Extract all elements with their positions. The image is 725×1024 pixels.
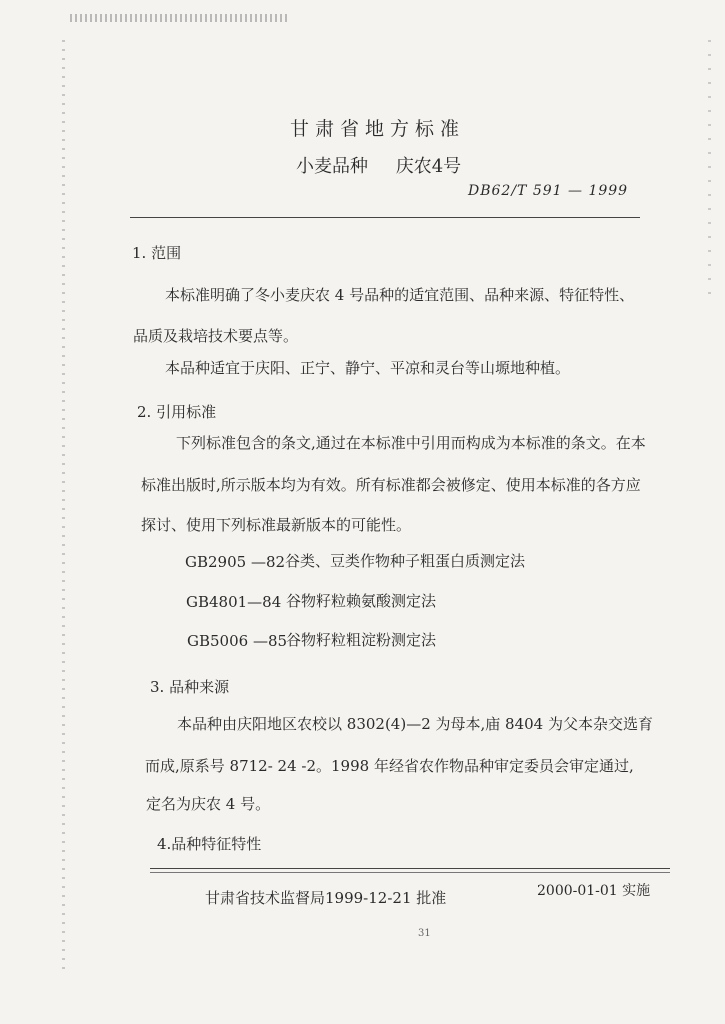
scan-artifact-right [708, 40, 711, 300]
section-1-paragraph-line: 品质及栽培技术要点等。 [133, 327, 299, 345]
page-number: 31 [418, 928, 431, 939]
footer-rule [150, 868, 670, 869]
footer-rule-secondary [150, 872, 670, 873]
section-3-paragraph-line: 定名为庆农 4 号。 [146, 795, 271, 813]
standard-code: DB62/T 591 — 1999 [468, 183, 629, 199]
section-1-heading: 1. 范围 [132, 244, 182, 262]
implementation-date: 2000-01-01 实施 [537, 883, 651, 899]
section-3-paragraph-line: 本品种由庆阳地区农校以 8302(4)—2 为母本,庙 8404 为父本杂交选育 [177, 715, 653, 733]
section-2-paragraph-line: 下列标准包含的条文,通过在本标准中引用而构成为本标准的条文。在本 [176, 434, 646, 452]
section-2-paragraph-line: 标准出版时,所示版本均为有效。所有标准都会被修定、使用本标准的各方应 [141, 476, 641, 494]
section-1-paragraph-line: 本品种适宜于庆阳、正宁、静宁、平凉和灵台等山塬地种植。 [165, 359, 571, 377]
header-rule [130, 217, 640, 218]
reference-name: 谷物籽粒赖氨酸测定法 [286, 592, 437, 610]
reference-code: GB2905 —82 [185, 553, 286, 571]
scan-artifact-top [70, 14, 290, 22]
section-3-heading: 3. 品种来源 [150, 678, 230, 696]
section-1-paragraph-line: 本标准明确了冬小麦庆农 4 号品种的适宜范围、品种来源、特征特性、 [165, 286, 635, 304]
reference-name: 谷物籽粒粗淀粉测定法 [286, 631, 437, 649]
document-subtitle: 小麦品种 庆农4号 [296, 156, 462, 177]
section-4-heading: 4.品种特征特性 [157, 835, 262, 853]
document-title: 甘肃省地方标准 [290, 118, 466, 140]
reference-name: 谷类、豆类作物种子粗蛋白质测定法 [285, 552, 526, 570]
approval-line: 甘肃省技术监督局1999-12-21 批准 [205, 889, 447, 907]
section-2-heading: 2. 引用标准 [137, 403, 217, 421]
reference-code: GB4801—84 [186, 593, 282, 611]
scan-artifact-left [62, 40, 65, 970]
section-2-paragraph-line: 探讨、使用下列标准最新版本的可能性。 [141, 516, 412, 534]
section-3-paragraph-line: 而成,原系号 8712- 24 -2。1998 年经省农作物品种审定委员会审定通过, [145, 757, 634, 775]
reference-code: GB5006 —85 [187, 632, 288, 650]
